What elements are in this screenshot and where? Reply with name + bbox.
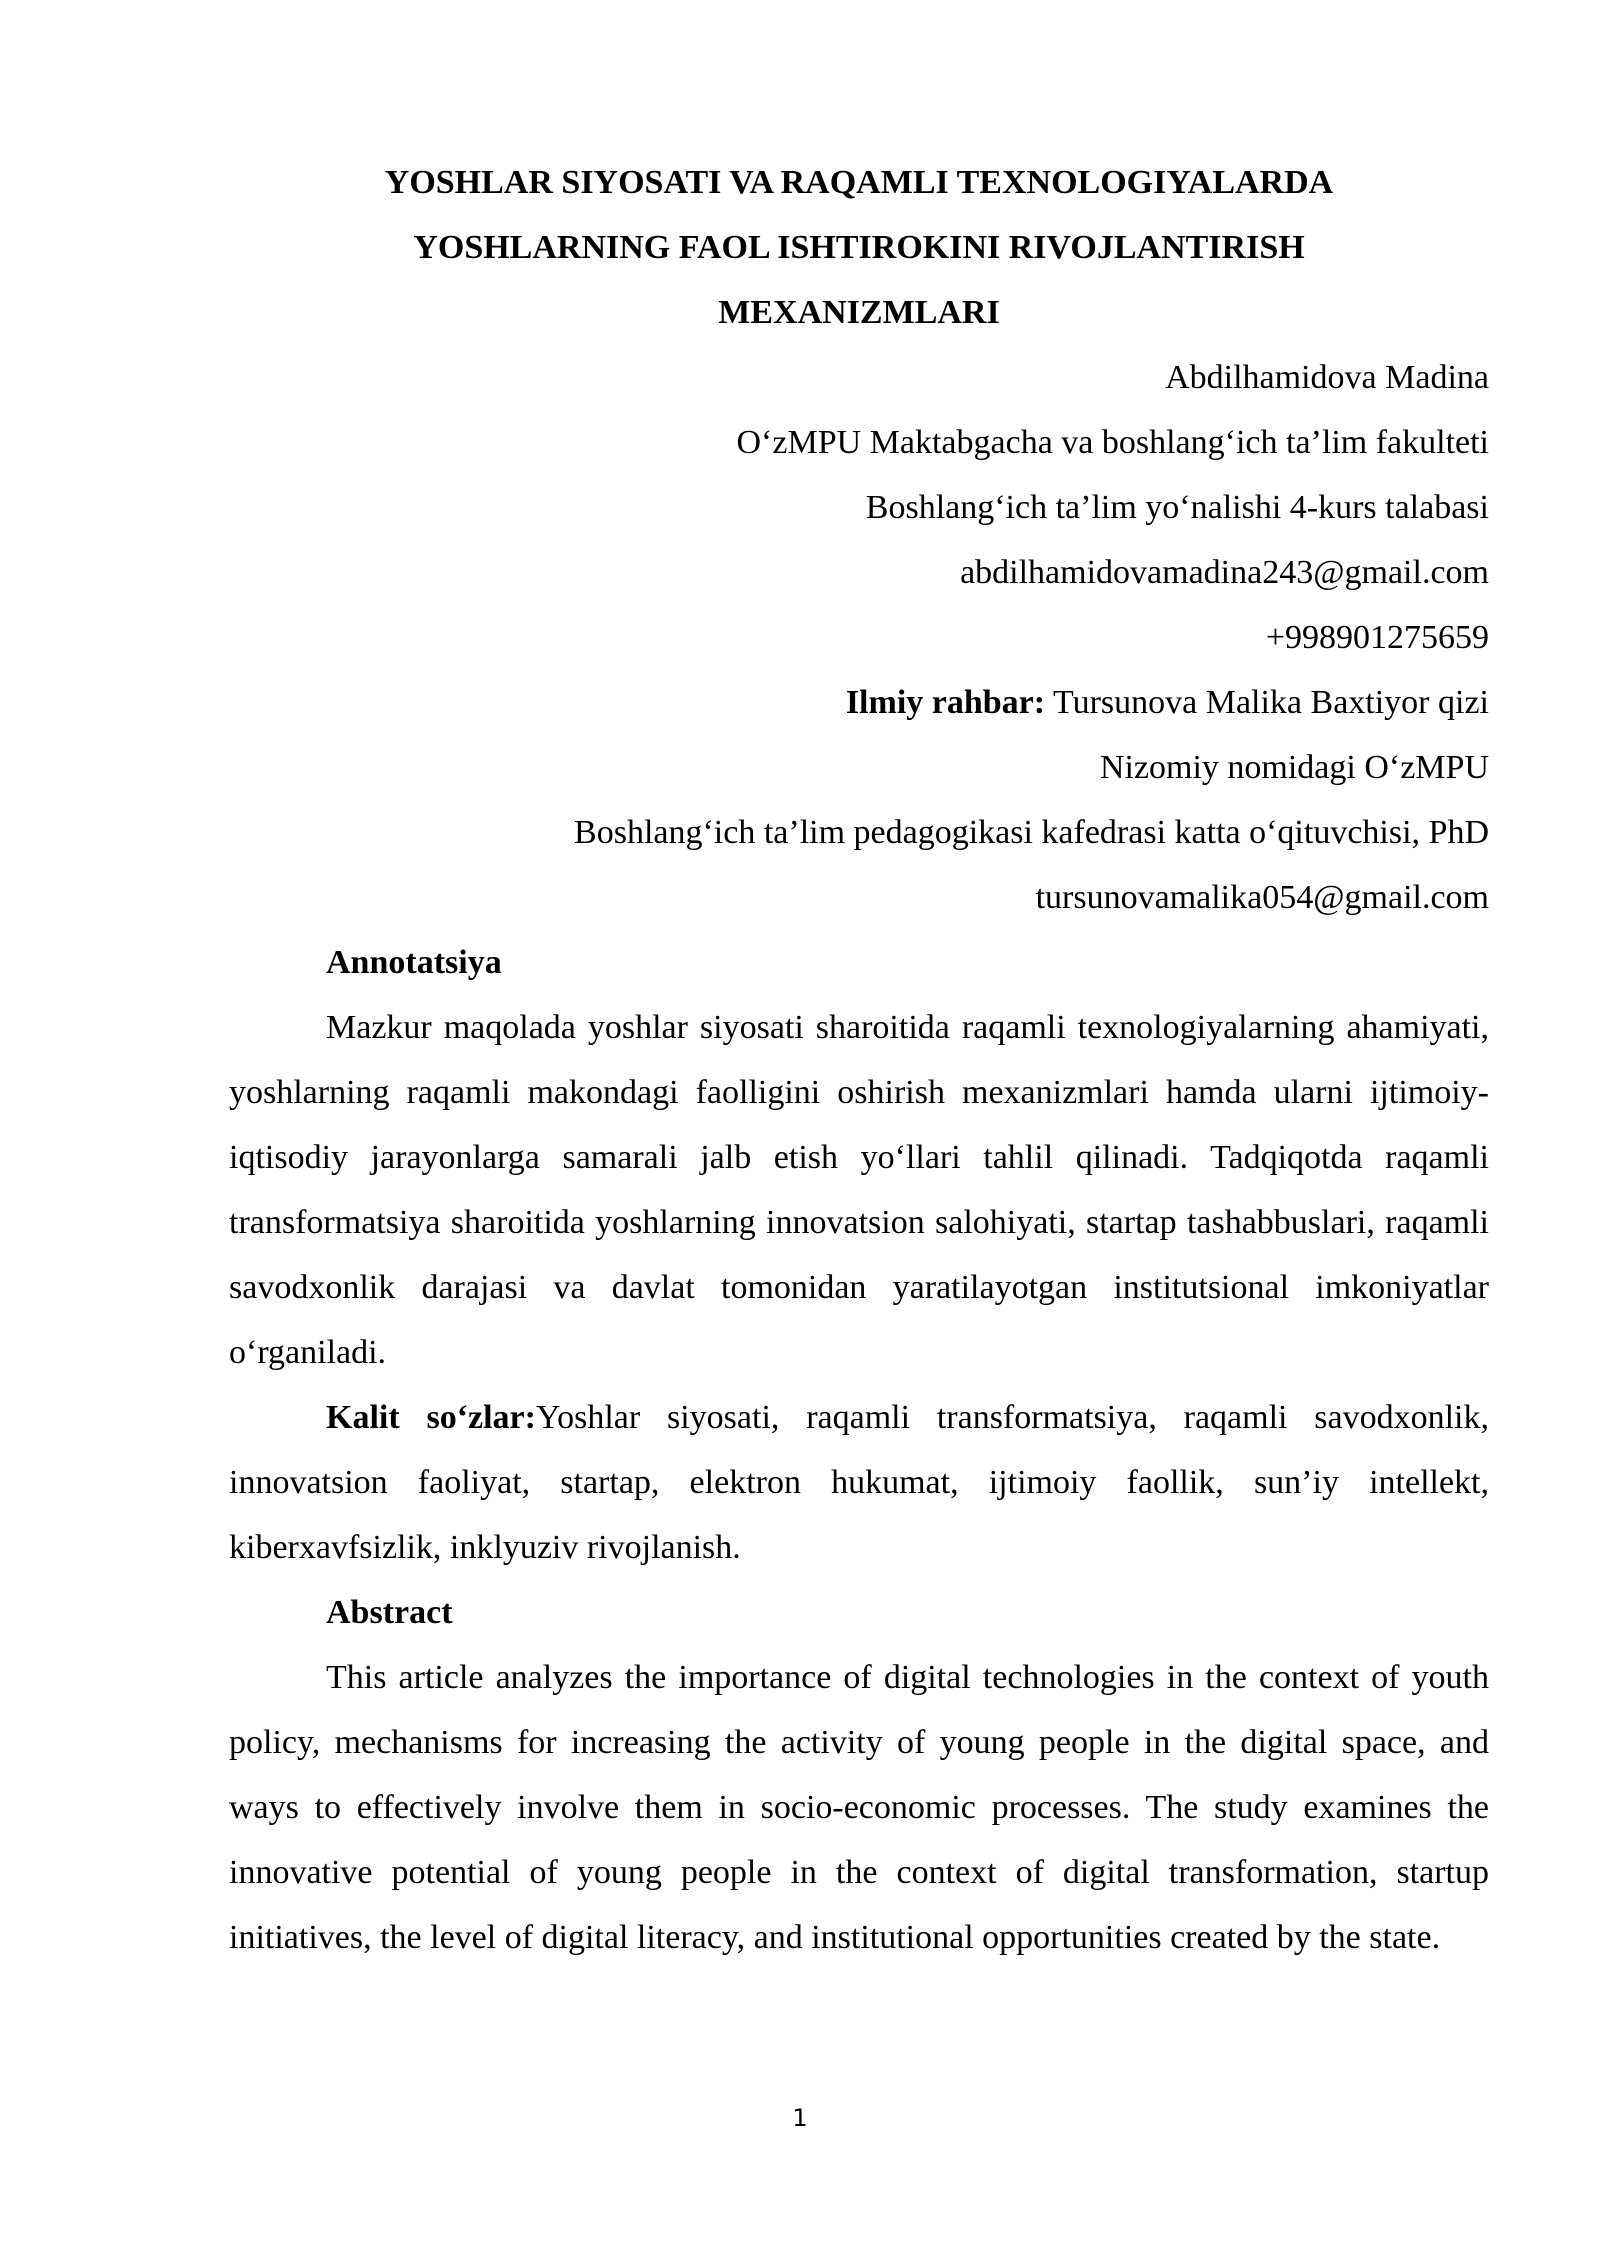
annotation-heading: Annotatsiya (326, 944, 502, 981)
annotation-text: Mazkur maqolada yoshlar siyosati sharoitida raqamli texnologiyalarning ahamiyati, yoshlarning raqamli makondagi faolligini oshirish mexanizmlari hamda ularni ijtimoiy-iqtisodiy jarayonlarga samarali jalb etish yo‘llari tahlil qilinadi. Tadqiqotda raqamli transformatsiya sharoitida yoshlarning innovatsion salohiyati, startap tashabbuslari, raqamli savodxonlik darajasi va davlat tomonidan yaratilayotgan institutsional imkoniyatlar o‘rganiladi. (229, 1009, 1489, 1371)
title-line-2: YOSHLARNING FAOL ISHTIROKINI RIVOJLANTIRISH (413, 229, 1305, 266)
supervisor-email: tursunovamalika054@gmail.com (1035, 879, 1489, 916)
supervisor-line (229, 670, 1489, 735)
page-content (229, 150, 1489, 1970)
keywords-paragraph (229, 1385, 1489, 1580)
title-line-3: MEXANIZMLARI (718, 294, 1000, 331)
abstract-text: This article analyzes the importance of digital technologies in the context of youth policy, mechanisms for increasing the activity of young people in the digital space, and ways to effectively involve them in socio-economic processes. The study examines the innovative potential of young people in the context of digital transformation, startup initiatives, the level of digital literacy, and institutional opportunities created by the state. (229, 1659, 1489, 1956)
article-title (229, 150, 1489, 345)
title-line-1: YOSHLAR SIYOSATI VA RAQAMLI TEXNOLOGIYALARDA (384, 164, 1334, 201)
author-phone: +998901275659 (1265, 619, 1489, 656)
keywords-label: Kalit so‘zlar: (326, 1399, 536, 1436)
author-status: Boshlang‘ich ta’lim yo‘nalishi 4-kurs talabasi (865, 489, 1489, 526)
supervisor-institution: Nizomiy nomidagi O‘zMPU (1099, 749, 1489, 786)
supervisor-position: Boshlang‘ich ta’lim pedagogikasi kafedrasi katta o‘qituvchisi, PhD (574, 814, 1489, 851)
supervisor-name: Tursunova Malika Baxtiyor qizi (1045, 684, 1489, 721)
author-block (229, 345, 1489, 930)
author-affiliation: O‘zMPU Maktabgacha va boshlang‘ich ta’lim fakulteti (736, 424, 1489, 461)
abstract-heading: Abstract (326, 1594, 453, 1631)
author-email: abdilhamidovamadina243@gmail.com (960, 554, 1489, 591)
page-number: 1 (792, 2104, 808, 2132)
keywords-text: Yoshlar siyosati, raqamli transformatsiya, raqamli savodxonlik, innovatsion faoliyat, startap, elektron hukumat, ijtimoiy faollik, sun’iy intellekt, kiberxavfsizlik, inklyuziv rivojlanish. (229, 1399, 1489, 1566)
supervisor-label: Ilmiy rahbar: (845, 684, 1046, 721)
author-name: Abdilhamidova Madina (1165, 359, 1489, 396)
